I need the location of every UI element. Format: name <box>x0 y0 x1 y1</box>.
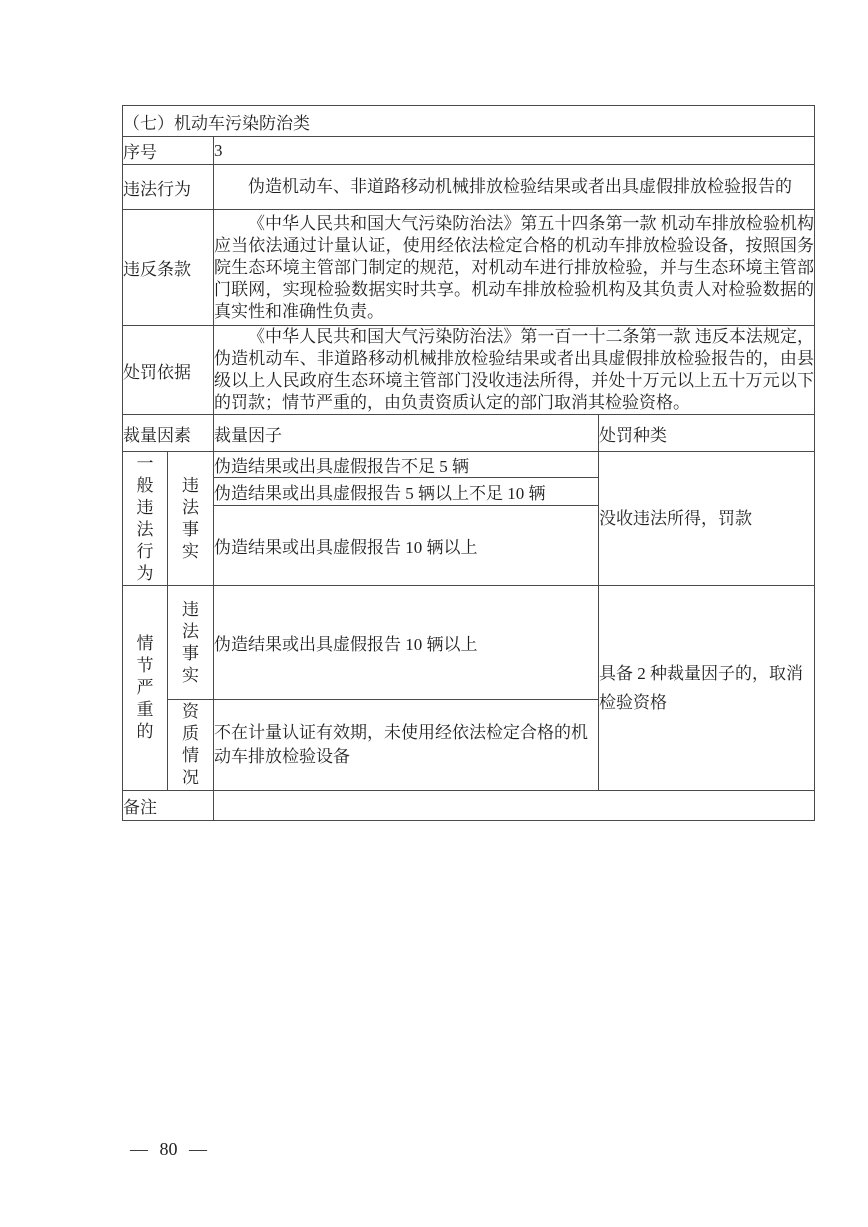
serious-violation-group-cell <box>123 586 168 791</box>
general-violation-group-cell <box>123 452 168 586</box>
serious-qualification-cell <box>168 700 214 791</box>
violated-clause-value: 《中华人民共和国大气污染防治法》第五十四条第一款 机动车排放检验机构应当依法通过计量认证，使用经依法检定合格的机动车排放检验设备，按照国务院生态环境主管部门制定的规范，对机动车进行排放检验，并与生态环境主管部门联网，实现检验数据实时共享。机动车排放检验机构及其负责人对检验数据的真实性和准确性负责。 <box>214 210 815 326</box>
penalty-basis-label: 处罚依据 <box>123 326 214 415</box>
penalty-type-header: 处罚种类 <box>599 415 815 452</box>
illegal-act-value: 伪造机动车、非道路移动机械排放检验结果或者出具虚假排放检验报告的 <box>214 165 815 210</box>
serious-violation-group-label: 情节严重的 <box>136 634 154 741</box>
discretion-factor-header: 裁量因子 <box>214 415 599 452</box>
general-factor-row-1: 伪造结果或出具虚假报告不足 5 辆 <box>214 452 599 478</box>
serious-violation-fact-cell <box>168 586 214 700</box>
violated-clause-label: 违反条款 <box>123 210 214 326</box>
illegal-act-label: 违法行为 <box>123 165 214 210</box>
serial-label: 序号 <box>123 137 214 165</box>
general-violation-fact-label: 违法事实 <box>182 475 199 561</box>
serious-qualification-label: 资质情况 <box>182 702 199 787</box>
general-penalty-cell: 没收违法所得，罚款 <box>599 452 815 586</box>
discretion-factor-group-header: 裁量因素 <box>123 415 214 452</box>
penalty-basis-value: 《中华人民共和国大气污染防治法》第一百一十二条第一款 违反本法规定，伪造机动车、非道路移动机械排放检验结果或者出具虚假排放检验报告的，由县级以上人民政府生态环境主管部门没收违法所得，并处十万元以上五十万元以下的罚款；情节严重的，由负责资质认定的部门取消其检验资格。 <box>214 326 815 415</box>
remark-label: 备注 <box>123 791 214 821</box>
serious-fact-factor: 伪造结果或出具虚假报告 10 辆以上 <box>214 586 599 700</box>
general-factor-row-2: 伪造结果或出具虚假报告 5 辆以上不足 10 辆 <box>214 478 599 506</box>
remark-value <box>214 791 815 821</box>
serial-value: 3 <box>214 137 815 165</box>
regulation-table <box>122 105 815 821</box>
general-violation-group-label: 一般违法行为 <box>136 453 154 583</box>
serious-violation-fact-label: 违法事实 <box>182 599 199 685</box>
serious-qualification-factor: 不在计量认证有效期，未使用经依法检定合格的机动车排放检验设备 <box>214 700 599 791</box>
page-number: — 80 — <box>130 1139 207 1159</box>
general-factor-row-3: 伪造结果或出具虚假报告 10 辆以上 <box>214 506 599 586</box>
general-violation-fact-cell <box>168 452 214 586</box>
serious-penalty-cell: 具备 2 种裁量因子的，取消检验资格 <box>599 586 815 791</box>
category-header-cell: （七）机动车污染防治类 <box>123 106 815 137</box>
